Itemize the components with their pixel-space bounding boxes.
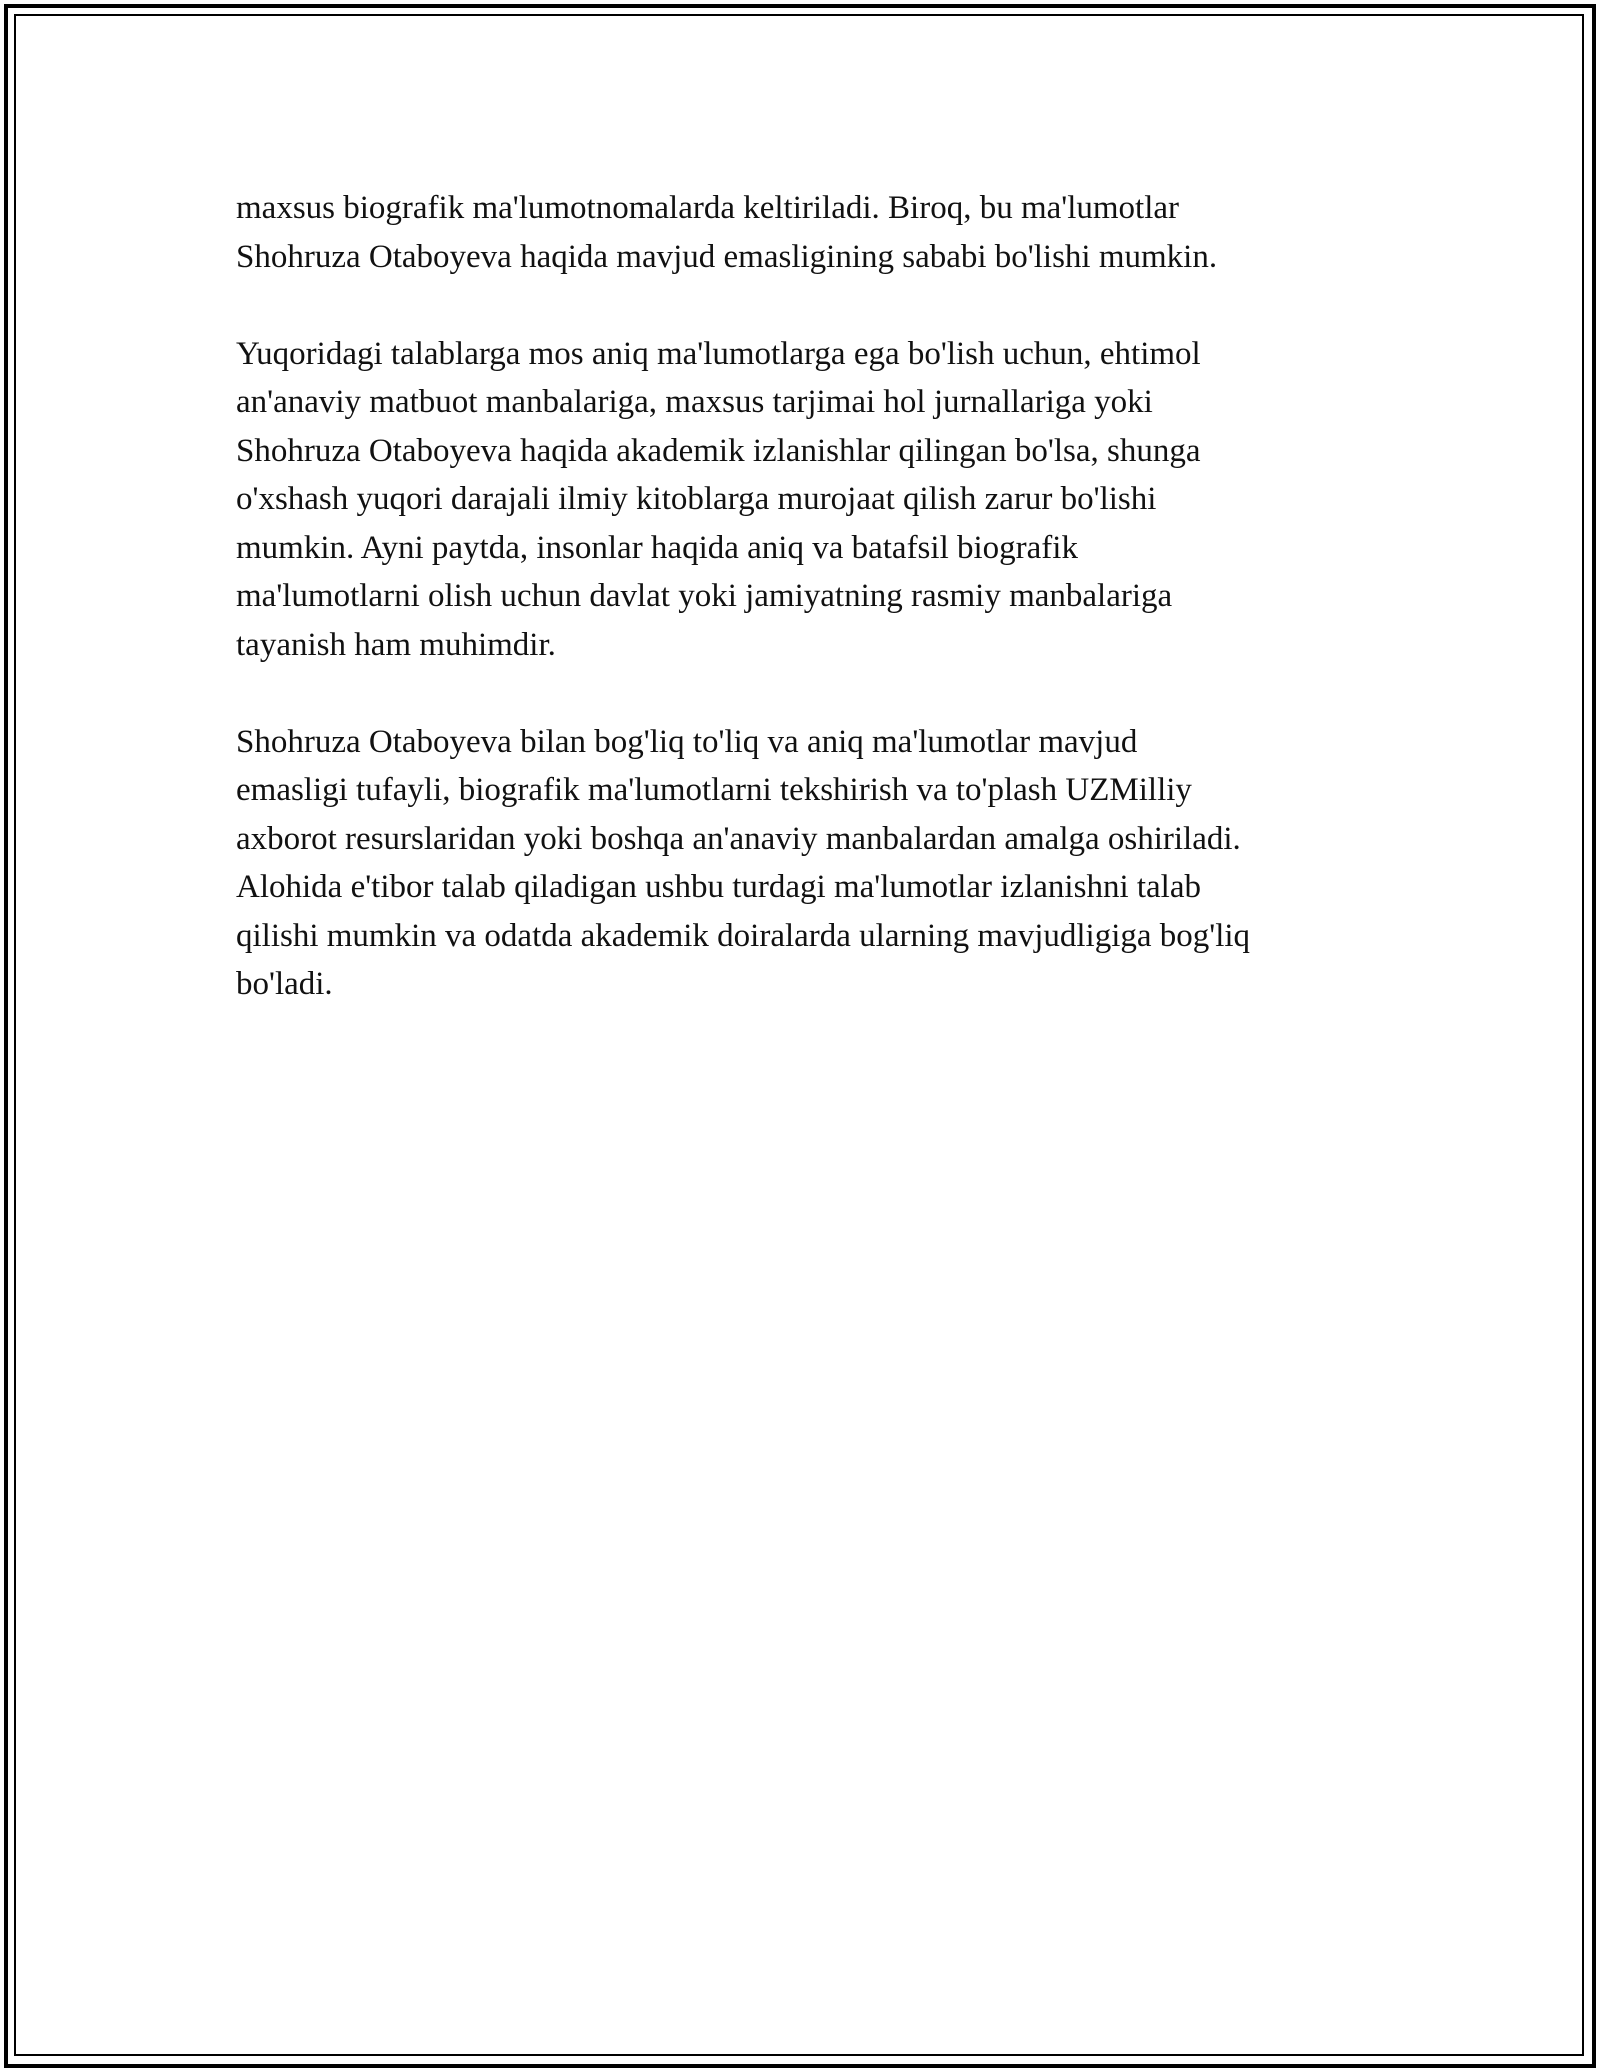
text-line: Shohruza Otaboyeva haqida akademik izlanishlar qilingan bo'lsa, shunga xyxy=(236,432,1201,469)
text-line: mumkin. Ayni paytda, insonlar haqida aniq va batafsil biografik xyxy=(236,529,1078,566)
text-line: maxsus biografik ma'lumotnomalarda keltiriladi. Biroq, bu ma'lumotlar xyxy=(236,190,1180,226)
text-line: ma'lumotlarni olish uchun davlat yoki jamiyatning rasmiy manbalariga xyxy=(236,578,1173,614)
text-line: Shohruza Otaboyeva haqida mavjud emasligining sababi bo'lishi mumkin. xyxy=(236,238,1218,275)
paragraph-3 xyxy=(236,718,1396,1009)
text-line: axborot resurslaridan yoki boshqa an'anaviy manbalardan amalga oshiriladi. xyxy=(236,820,1241,857)
document-body xyxy=(236,184,1396,1057)
text-line: an'anaviy matbuot manbalariga, maxsus tarjimai hol jurnallariga yoki xyxy=(236,384,1153,420)
text-line: bo'ladi. xyxy=(236,966,333,1002)
text-line: qilishi mumkin va odatda akademik doiralarda ularning mavjudligiga bog'liq xyxy=(236,917,1251,954)
text-line: emasligi tufayli, biografik ma'lumotlarni tekshirish va to'plash UZMilliy xyxy=(236,772,1192,808)
text-line: tayanish ham muhimdir. xyxy=(236,626,556,663)
text-line: Shohruza Otaboyeva bilan bog'liq to'liq va aniq ma'lumotlar mavjud xyxy=(236,723,1138,760)
text-line: Alohida e'tibor talab qiladigan ushbu turdagi ma'lumotlar izlanishni talab xyxy=(236,869,1201,905)
paragraph-1 xyxy=(236,184,1396,281)
text-line: Yuqoridagi talablarga mos aniq ma'lumotlarga ega bo'lish uchun, ehtimol xyxy=(236,335,1201,372)
paragraph-2 xyxy=(236,330,1396,670)
text-line: o'xshash yuqori darajali ilmiy kitoblarga murojaat qilish zarur bo'lishi xyxy=(236,481,1157,517)
